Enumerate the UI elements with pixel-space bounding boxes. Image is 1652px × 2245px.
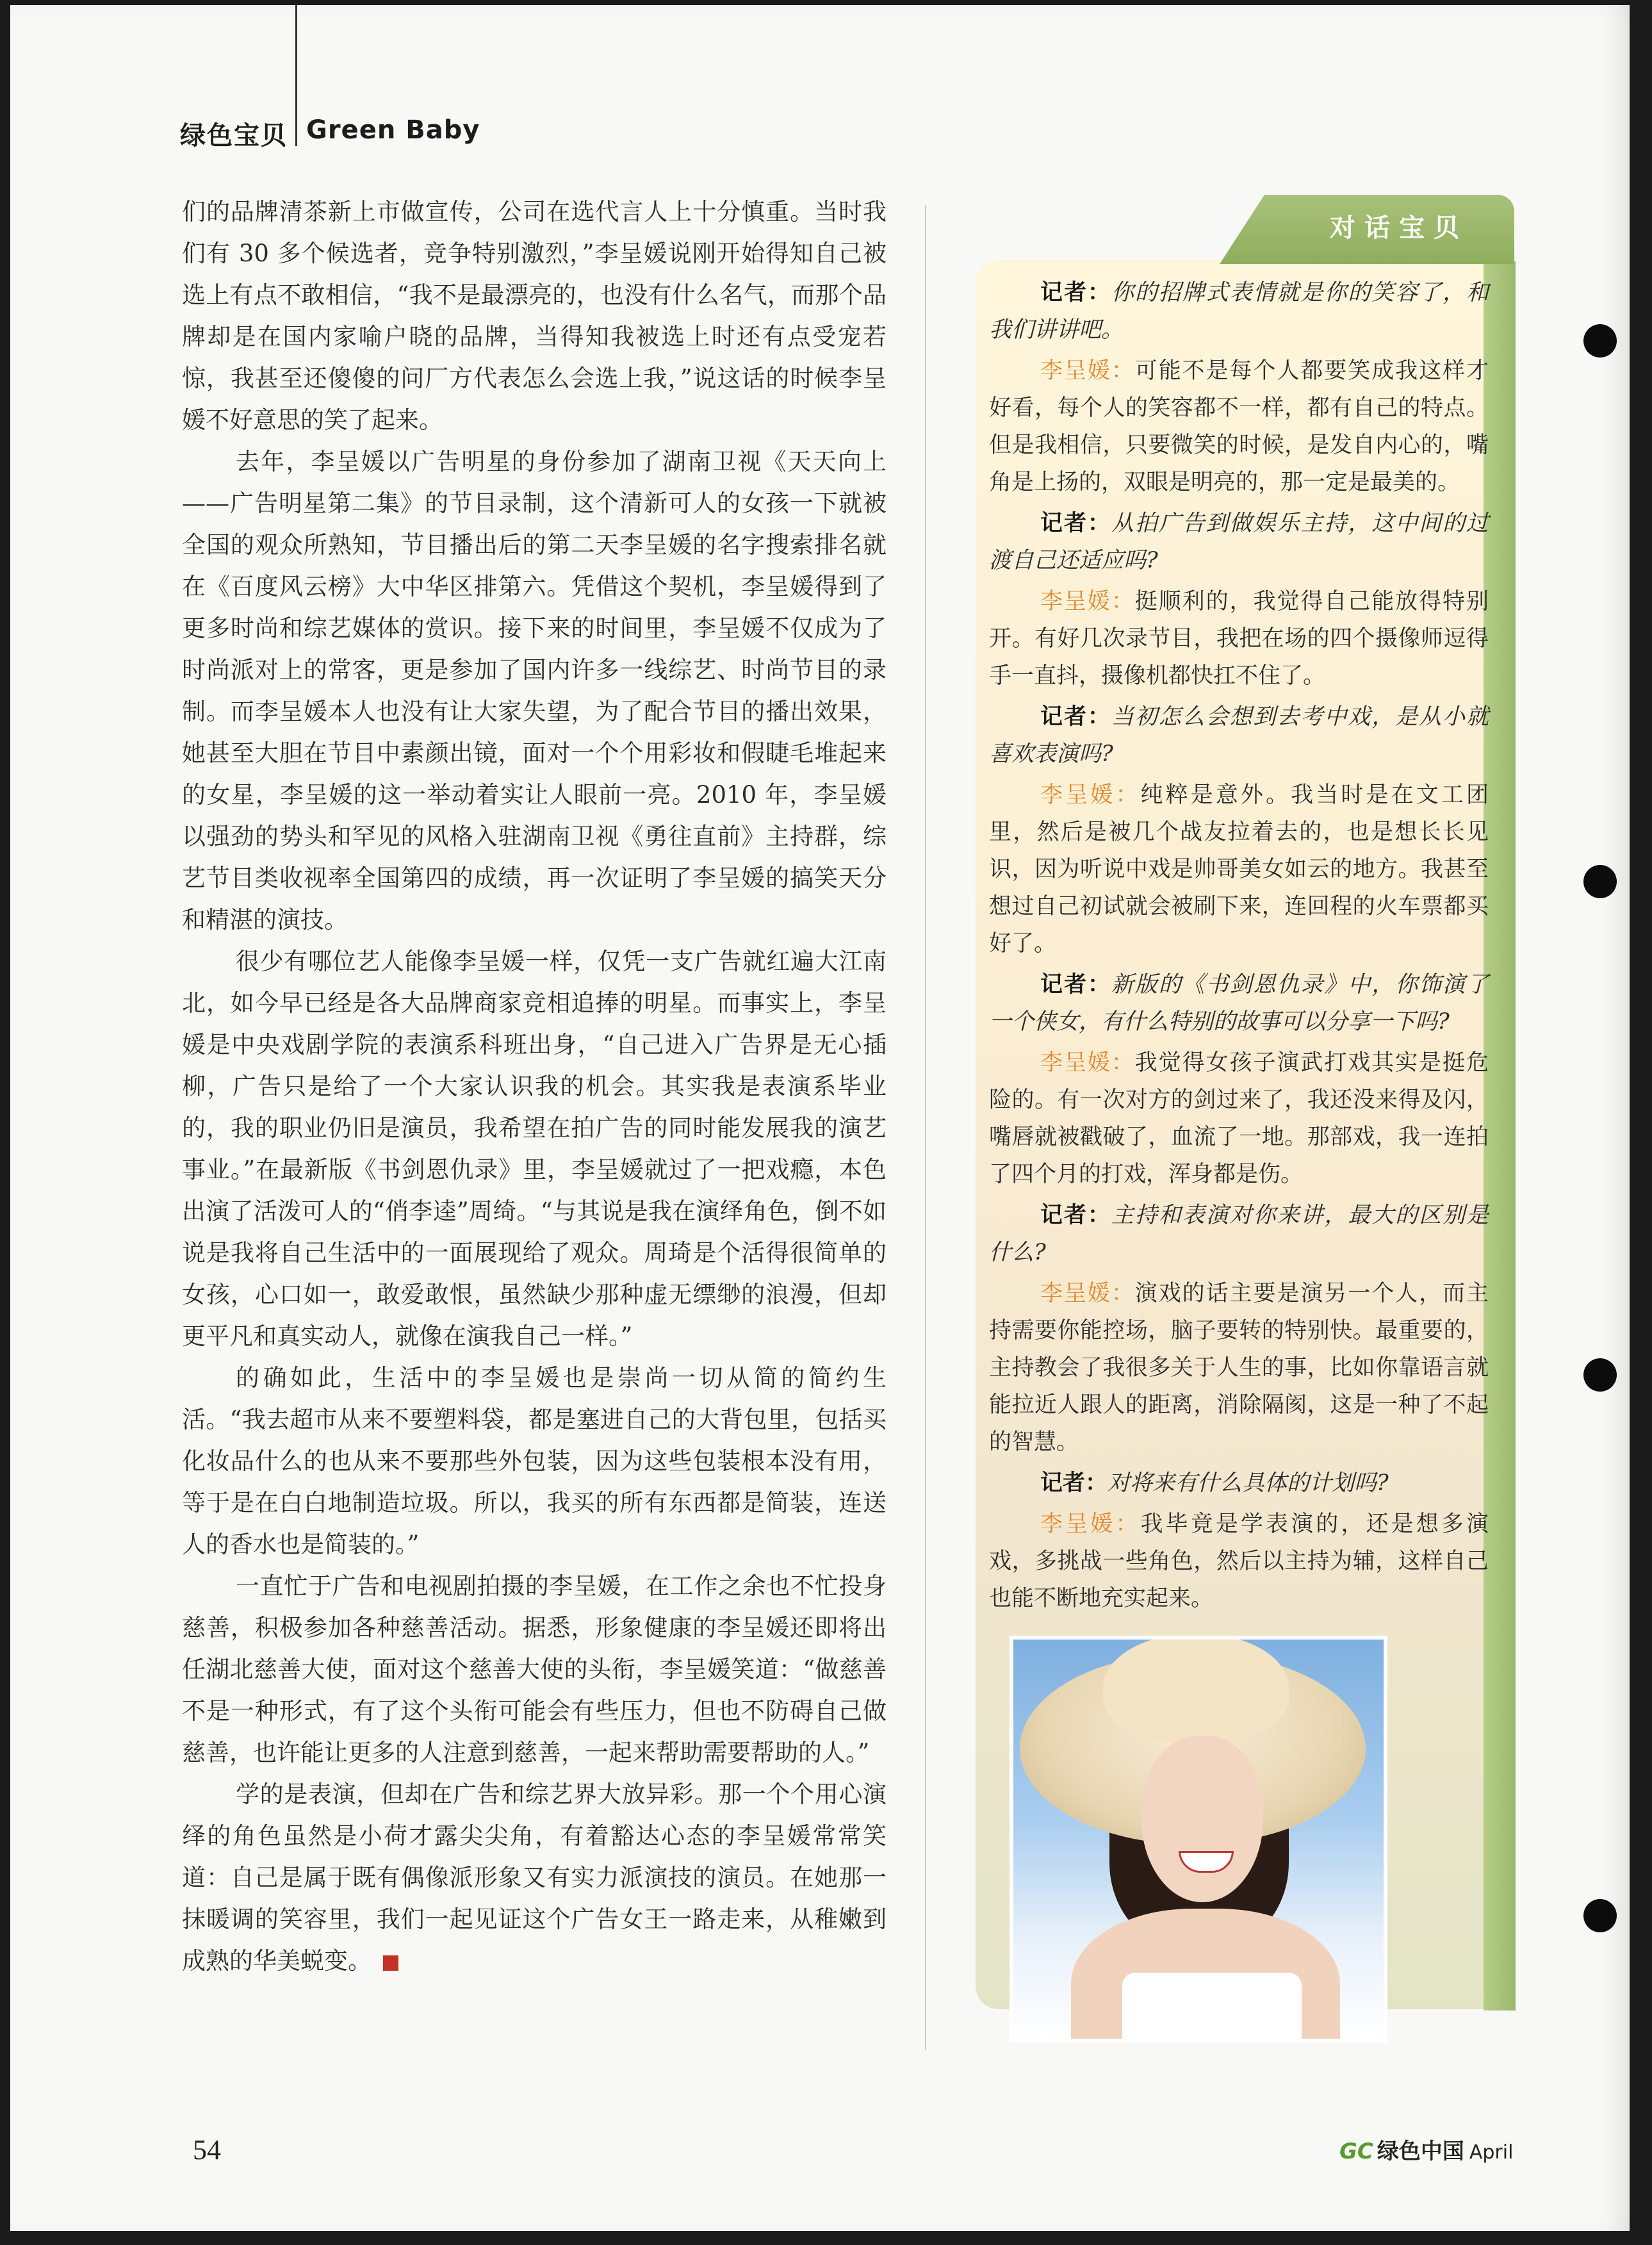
interviewee-label: 李呈媛： bbox=[1040, 1511, 1141, 1537]
photo-face bbox=[1141, 1736, 1263, 1902]
article-paragraph: 去年，李呈媛以广告明星的身份参加了湖南卫视《天天向上——广告明星第二集》的节目录制，这个清新可人的女孩一下就被全国的观众所熟知，节目播出后的第二天李呈媛的名字搜索排名就在《百度风云榜》大中华区排第六。凭借这个契机，李呈媛得到了更多时尚和综艺媒体的赏识。接下来的时间里，李呈媛不仅成为了时尚派对上的常客，更是参加了国内许多一线综艺、时尚节目的录制。而李呈媛本人也没有让大家失望，为了配合节目的播出效果，她甚至大胆在节目中素颜出镜，面对一个个用彩妆和假睫毛堆起来的女星，李呈媛的这一举动着实让人眼前一亮。2010 年，李呈媛以强劲的势头和罕见的风格入驻湖南卫视《勇往直前》主持群，综艺节目类收视率全国第四的成绩，再一次证明了李呈媛的搞笑天分和精湛的演技。 bbox=[182, 448, 887, 933]
magazine-name: 绿色中国 bbox=[1377, 2139, 1464, 2164]
issue-month: April bbox=[1469, 2141, 1514, 2164]
interview-qa bbox=[989, 274, 1489, 1621]
section-title-cn: 绿色宝贝 bbox=[180, 121, 288, 151]
question: 记者：当初怎么会想到去考中戏，是从小就喜欢表演吗? bbox=[989, 703, 1489, 767]
article-paragraph: 的确如此，生活中的李呈媛也是崇尚一切从简的简约生活。“我去超市从来不要塑料袋，都是塞进自己的大背包里，包括买化妆品什么的也从来不要那些外包装，因为这些包装根本没有用，等于是在白白地制造垃圾。所以，我买的所有东西都是简装，连送人的香水也是简装的。” bbox=[182, 1364, 887, 1558]
interviewee-label: 李呈媛： bbox=[1040, 782, 1141, 808]
reporter-label: 记者： bbox=[1040, 510, 1111, 536]
article-body bbox=[182, 191, 887, 1982]
photo-top bbox=[1122, 1973, 1302, 2043]
answer: 李呈媛：纯粹是意外。我当时是在文工团里，然后是被几个战友拉着去的，也是想长长见识，因为听说中戏是帅哥美女如云的地方。我甚至想过自己初试就会被刷下来，连回程的火车票都买好了。 bbox=[989, 782, 1489, 957]
reporter-label: 记者： bbox=[1040, 279, 1111, 306]
binder-hole-icon bbox=[1583, 1358, 1617, 1392]
binder-hole-icon bbox=[1583, 865, 1617, 898]
header-rule bbox=[295, 5, 297, 146]
section-title-en: Green Baby bbox=[306, 115, 480, 145]
interviewee-label: 李呈媛： bbox=[1040, 1281, 1135, 1306]
question: 记者：对将来有什么具体的计划吗? bbox=[1040, 1470, 1389, 1496]
binder-hole-icon bbox=[1583, 324, 1617, 358]
page-number: 54 bbox=[193, 2134, 221, 2166]
hat-crown bbox=[1103, 1636, 1289, 1742]
reporter-label: 记者： bbox=[1040, 1202, 1111, 1228]
magazine-page bbox=[10, 5, 1630, 2231]
article-paragraph bbox=[182, 1773, 887, 1982]
reporter-label: 记者： bbox=[1040, 971, 1111, 998]
end-of-article-icon bbox=[383, 1955, 398, 1971]
footer-brand bbox=[1339, 2134, 1513, 2165]
reporter-label: 记者： bbox=[1040, 1470, 1108, 1496]
article-paragraph: 一直忙于广告和电视剧拍摄的李呈媛，在工作之余也不忙投身慈善，积极参加各种慈善活动。据悉，形象健康的李呈媛还即将出任湖北慈善大使，面对这个慈善大使的头衔，李呈媛笑道：“做慈善不是一种形式，有了这个头衔可能会有些压力，但也不防碍自己做慈善，也许能让更多的人注意到慈善，一起来帮助需要帮助的人。” bbox=[182, 1572, 887, 1766]
binder-hole-icon bbox=[1583, 1899, 1617, 1932]
last-paragraph-text: 学的是表演，但却在广告和综艺界大放异彩。那一个个用心演绎的角色虽然是小荷才露尖尖角，有着豁达心态的李呈媛常常笑道：自己是属于既有偶像派形象又有实力派演技的演员。在她那一抹暖调的笑容里，我们一起见证这个广告女王一路走来，从稚嫩到成熟的华美蜕变。 bbox=[182, 1780, 887, 1975]
question: 记者：新版的《书剑恩仇录》中，你饰演了一个侠女，有什么特别的故事可以分享一下吗? bbox=[989, 971, 1489, 1035]
sidebar-title: 对话宝贝 bbox=[1330, 213, 1468, 243]
article-paragraph: 们的品牌清茶新上市做宣传，公司在选代言人上十分慎重。当时我们有 30 多个候选者，竞争特别激烈，”李呈媛说刚开始得知自己被选上有点不敢相信，“我不是最漂亮的，也没有什么名气，而那个品牌却是在国内家喻户晓的品牌，当得知我被选上时还有点受宠若惊，我甚至还傻傻的问厂方代表怎么会选上我，”说这话的时候李呈媛不好意思的笑了起来。 bbox=[182, 198, 887, 434]
gc-logo-icon: GC bbox=[1339, 2139, 1373, 2164]
interviewee-label: 李呈媛： bbox=[1040, 1050, 1135, 1076]
question: 记者：从拍广告到做娱乐主持，这中间的过渡自己还适应吗? bbox=[989, 510, 1489, 573]
question: 记者：你的招牌式表情就是你的笑容了，和我们讲讲吧。 bbox=[989, 279, 1489, 343]
answer: 李呈媛：演戏的话主要是演另一个人，而主持需要你能控场，脑子要转的特别快。最重要的，主持教会了我很多关于人生的事，比如你靠语言就能拉近人跟人的距离，消除隔阂，这是一种了不起的智慧。 bbox=[989, 1281, 1489, 1455]
answer: 李呈媛：挺顺利的，我觉得自己能放得特别开。有好几次录节目，我把在场的四个摄像师逗得手一直抖，摄像机都快扛不住了。 bbox=[989, 589, 1489, 689]
portrait-photo bbox=[1010, 1636, 1387, 2043]
column-divider bbox=[925, 205, 926, 2050]
interviewee-label: 李呈媛： bbox=[1040, 358, 1135, 384]
answer: 李呈媛：我觉得女孩子演武打戏其实是挺危险的。有一次对方的剑过来了，我还没来得及闪，嘴唇就被戳破了，血流了一地。那部戏，我一连拍了四个月的打戏，浑身都是伤。 bbox=[989, 1050, 1489, 1187]
answer: 李呈媛：可能不是每个人都要笑成我这样才好看，每个人的笑容都不一样，都有自己的特点。但是我相信，只要微笑的时候，是发自内心的，嘴角是上扬的，双眼是明亮的，那一定是最美的。 bbox=[989, 358, 1489, 495]
question: 记者：主持和表演对你来讲，最大的区别是什么? bbox=[989, 1202, 1489, 1265]
answer: 李呈媛：我毕竟是学表演的，还是想多演戏，多挑战一些角色，然后以主持为辅，这样自己也能不断地充实起来。 bbox=[989, 1511, 1489, 1611]
reporter-label: 记者： bbox=[1040, 703, 1111, 730]
interviewee-label: 李呈媛： bbox=[1040, 589, 1135, 614]
article-paragraph: 很少有哪位艺人能像李呈媛一样，仅凭一支广告就红遍大江南北，如今早已经是各大品牌商家竞相追捧的明星。而事实上，李呈媛是中央戏剧学院的表演系科班出身，“自己进入广告界是无心插柳，广告只是给了一个大家认识我的机会。其实我是表演系毕业的，我的职业仍旧是演员，我希望在拍广告的同时能发展我的演艺事业。”在最新版《书剑恩仇录》里，李呈媛就过了一把戏瘾，本色出演了活泼可人的“俏李逵”周绮。“与其说是我在演绎角色，倒不如说是我将自己生活中的一面展现给了观众。周琦是个活得很简单的女孩，心口如一，敢爱敢恨，虽然缺少那种虚无缥缈的浪漫，但却更平凡和真实动人，就像在演我自己一样。” bbox=[182, 948, 887, 1350]
